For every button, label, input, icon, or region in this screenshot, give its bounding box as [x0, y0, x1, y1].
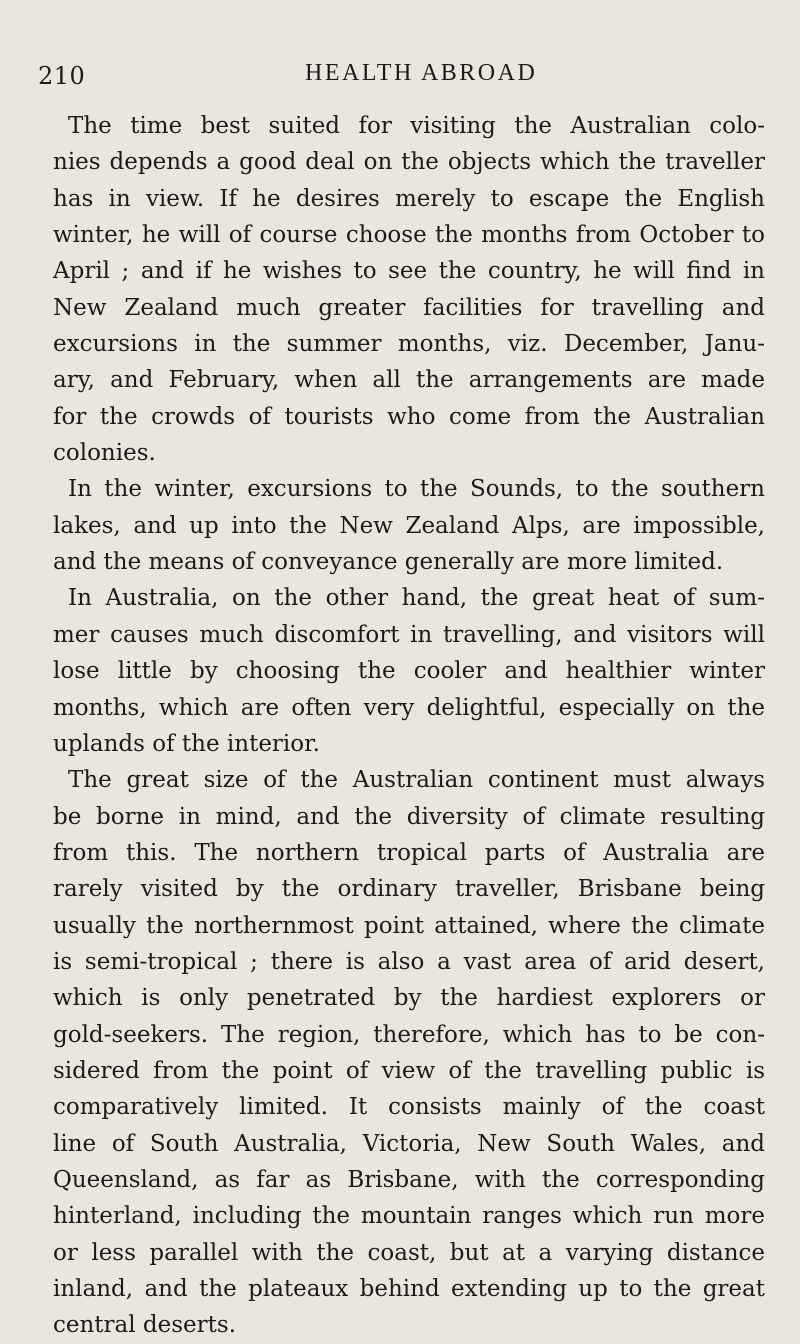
text-line: from this. The northern tropical parts of Australia are — [53, 839, 765, 866]
text-line: winter, he will of course choose the months from October to — [53, 222, 765, 249]
text-line: mer causes much discomfort in travelling, and visitors will — [53, 621, 765, 648]
text-line: gold-seekers. The region, therefore, which has to be con- — [53, 1021, 765, 1048]
text-line: is semi-tropical ; there is also a vast area of arid desert, — [53, 948, 765, 975]
body-text — [53, 108, 765, 1344]
text-line: colonies. — [53, 440, 156, 467]
page-header — [0, 52, 800, 92]
text-line: central deserts. — [53, 1312, 237, 1339]
text-line: nies depends a good deal on the objects which the traveller — [53, 149, 765, 176]
text-line: which is only penetrated by the hardiest explorers or — [53, 985, 765, 1012]
text-line: The time best suited for visiting the Australian colo- — [68, 113, 765, 139]
text-line: In Australia, on the other hand, the great heat of sum- — [68, 585, 765, 612]
text-line: lose little by choosing the cooler and healthier winter — [53, 658, 765, 685]
text-line: months, which are often very delightful, especially on the — [53, 694, 765, 721]
text-line: has in view. If he desires merely to escape the English — [53, 185, 765, 212]
text-line: In the winter, excursions to the Sounds, to the southern — [68, 476, 765, 503]
text-line: sidered from the point of view of the travelling public is — [53, 1057, 765, 1084]
text-line: ary, and February, when all the arrangements are made — [53, 367, 765, 394]
text-line: Queensland, as far as Brisbane, with the corresponding — [53, 1166, 765, 1193]
text-line: New Zealand much greater facilities for travelling and — [53, 294, 765, 321]
text-line: and the means of conveyance generally are more limited. — [53, 549, 724, 576]
text-line: lakes, and up into the New Zealand Alps, are impossible, — [53, 512, 765, 539]
text-line: inland, and the plateaux behind extending up to the great — [53, 1276, 765, 1302]
page-number: 210 — [38, 62, 86, 90]
text-line: be borne in mind, and the diversity of climate resulting — [53, 803, 765, 830]
text-line: rarely visited by the ordinary traveller, Brisbane being — [53, 876, 765, 903]
running-head: HEALTH ABROAD — [305, 60, 538, 86]
text-line: usually the northernmost point attained, where the climate — [53, 912, 765, 939]
text-line: uplands of the interior. — [53, 730, 320, 757]
text-line: for the crowds of tourists who come from the Australian — [53, 403, 765, 430]
text-line: or less parallel with the coast, but at a varying distance — [53, 1239, 765, 1266]
text-line: April ; and if he wishes to see the country, he will find in — [53, 258, 765, 285]
text-line: excursions in the summer months, viz. December, Janu- — [53, 331, 765, 358]
text-line: comparatively limited. It consists mainly of the coast — [53, 1094, 765, 1121]
text-line: hinterland, including the mountain ranges which run more — [53, 1203, 765, 1230]
text-line: The great size of the Australian continent must always — [68, 767, 765, 794]
text-line: line of South Australia, Victoria, New South Wales, and — [53, 1130, 765, 1157]
